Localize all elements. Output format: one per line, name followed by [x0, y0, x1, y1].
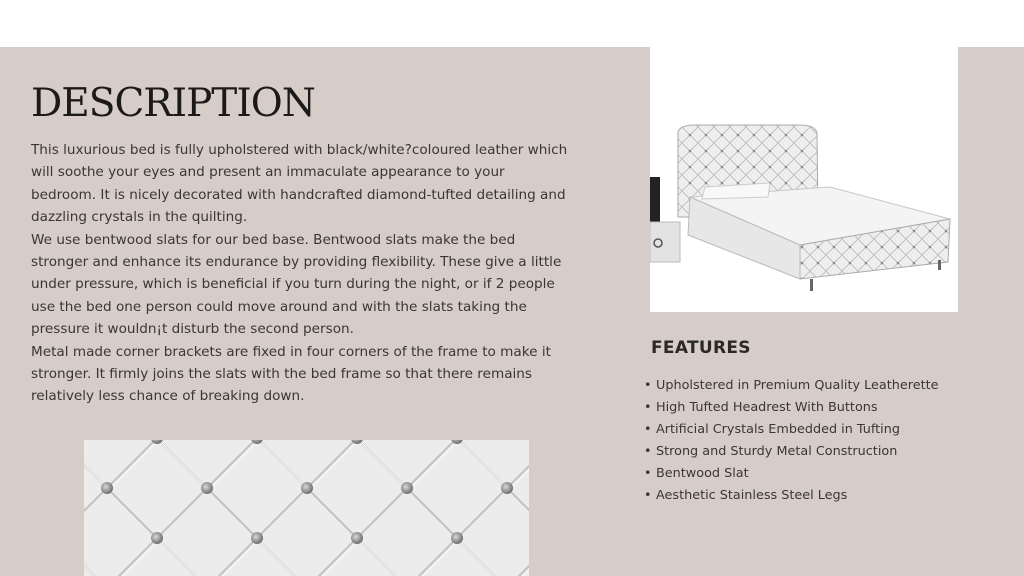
list-item: • Artificial Crystals Embedded in Tufting — [644, 419, 939, 441]
description-paragraph: We use bentwood slats for our bed base. Bentwood slats make the bed stronger and enhance its endurance by providing flexibility. These give a little under pressure, which is beneficial if you turn during the night, or if 2 people use the bed one person could move around and with the slats taking the pressure it wouldn¡t disturb the second person. — [31, 231, 562, 338]
list-item: • Strong and Sturdy Metal Construction — [644, 441, 939, 463]
tufted-leather-closeup-photo — [84, 440, 529, 576]
bed-product-photo — [650, 47, 958, 312]
list-item: • Upholstered in Premium Quality Leatherette — [644, 375, 939, 397]
description-paragraph: Metal made corner brackets are fixed in four corners of the frame to make it stronger. It firmly joins the slats with the bed frame so that there remains relatively less chance of breaking down. — [31, 343, 551, 405]
page-title: DESCRIPTION — [31, 81, 315, 126]
description-paragraph: This luxurious bed is fully upholstered with black/white?coloured leather which will soothe your eyes and present an immaculate appearance to your bedroom. It is nicely decorated with handcrafted diamond-tufted detailing and dazzling crystals in the quilting. — [31, 142, 568, 226]
description-text — [31, 139, 571, 408]
features-list — [644, 375, 939, 506]
list-item: • High Tufted Headrest With Buttons — [644, 397, 939, 419]
list-item: • Aesthetic Stainless Steel Legs — [644, 485, 939, 507]
list-item: • Bentwood Slat — [644, 463, 939, 485]
features-heading: FEATURES — [651, 338, 751, 358]
